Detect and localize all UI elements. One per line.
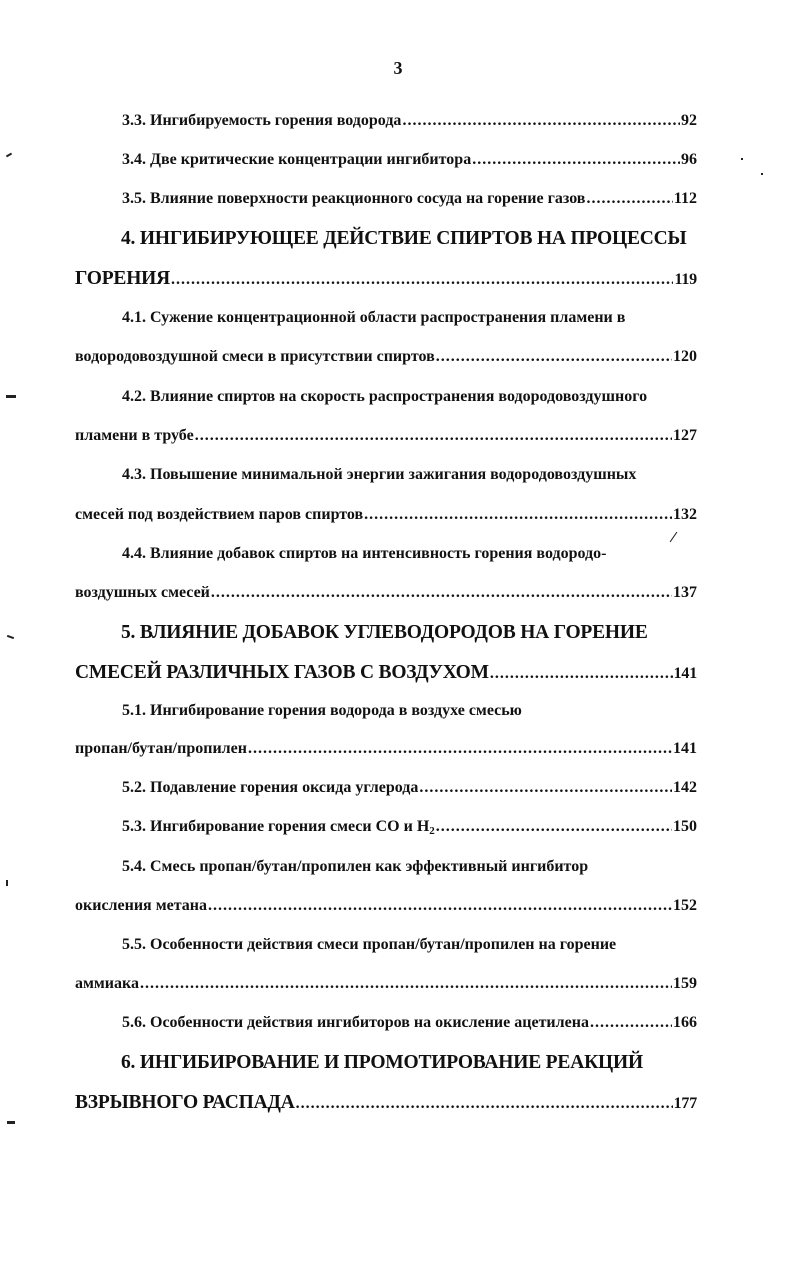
toc-entry-title: 4.1. Сужение концентрационной области распространения пламени в xyxy=(122,309,626,326)
toc-entry-3-4[interactable] xyxy=(122,151,697,175)
subscript-2: 2 xyxy=(429,825,435,837)
toc-chapter-6-line2[interactable] xyxy=(75,1092,697,1116)
toc-entry-title-main: 5.3. Ингибирование горения смеси CO и H xyxy=(122,818,430,835)
toc-entry-title: 5.5. Особенности действия смеси пропан/бутан/пропилен на горение xyxy=(122,936,617,953)
toc-entry-title: 4.4. Влияние добавок спиртов на интенсивность горения водородо- xyxy=(122,545,607,562)
leader-dots xyxy=(140,975,672,993)
toc-entry-title: 3.4. Две критические концентрации ингибитора xyxy=(122,151,472,168)
toc-entry-title: 5.6. Особенности действия ингибиторов на окисление ацетилена xyxy=(122,1014,589,1031)
toc-entry-3-3[interactable] xyxy=(122,112,697,136)
toc-entry-3-5[interactable] xyxy=(122,190,697,214)
toc-entry-4-2-line1[interactable] xyxy=(122,388,697,412)
toc-entry-5-1-line2[interactable] xyxy=(75,740,697,764)
toc-entry-page: 92 xyxy=(681,112,697,129)
leader-dots xyxy=(208,897,672,915)
toc-entry-page: 152 xyxy=(673,897,697,914)
toc-entry-title: 5.1. Ингибирование горения водорода в воздухе смесью xyxy=(122,702,522,719)
toc-chapter-title: 6. ИНГИБИРОВАНИЕ И ПРОМОТИРОВАНИЕ РЕАКЦИЙ xyxy=(121,1052,643,1073)
toc-entry-5-4-line1[interactable] xyxy=(122,858,697,882)
toc-entry-page: 120 xyxy=(673,348,697,365)
toc-entry-title: 3.5. Влияние поверхности реакционного сосуда на горение газов xyxy=(122,190,586,207)
scan-speck xyxy=(761,173,763,175)
scan-speck xyxy=(741,158,743,160)
toc-entry-title: смесей под воздействием паров спиртов xyxy=(75,506,364,523)
toc-entry-5-2[interactable] xyxy=(122,779,697,803)
leader-dots xyxy=(472,151,680,169)
toc-entry-page: 159 xyxy=(673,975,697,992)
toc-entry-4-4-line1[interactable] xyxy=(122,545,697,569)
toc-entry-page: 132 xyxy=(673,506,697,523)
toc-entry-5-1-line1[interactable] xyxy=(122,702,697,726)
toc-entry-page: 112 xyxy=(673,190,697,207)
leader-dots xyxy=(402,112,680,130)
toc-chapter-4-line2[interactable] xyxy=(75,268,697,292)
leader-dots xyxy=(490,665,673,683)
toc-chapter-title: ГОРЕНИЯ xyxy=(75,268,171,289)
leader-dots xyxy=(436,348,672,366)
toc-chapter-title: 4. ИНГИБИРУЮЩЕЕ ДЕЙСТВИЕ СПИРТОВ НА ПРОЦЕССЫ xyxy=(121,228,687,249)
scan-speck xyxy=(670,532,678,542)
toc-entry-title: 4.2. Влияние спиртов на скорость распространения водородовоздушного xyxy=(122,388,648,405)
toc-entry-title: окисления метана xyxy=(75,897,207,914)
toc-chapter-5-line2[interactable] xyxy=(75,662,697,686)
toc-chapter-5-line1[interactable] xyxy=(121,622,697,646)
leader-dots xyxy=(248,740,672,758)
toc-entry-4-1-line2[interactable] xyxy=(75,348,697,372)
toc-entry-4-4-line2[interactable] xyxy=(75,584,697,608)
toc-entry-title: пламени в трубе xyxy=(75,427,194,444)
leader-dots xyxy=(211,584,672,602)
toc-entry-5-5-line1[interactable] xyxy=(122,936,697,960)
toc-entry-5-4-line2[interactable] xyxy=(75,897,697,921)
toc-entry-page: 142 xyxy=(673,779,697,796)
leader-dots xyxy=(419,779,672,797)
scan-speck xyxy=(6,880,8,886)
toc-entry-page: 119 xyxy=(674,271,697,288)
toc-entry-page: 127 xyxy=(673,427,697,444)
toc-entry-5-3[interactable] xyxy=(122,818,697,842)
scan-speck xyxy=(6,153,12,158)
toc-entry-4-1-line1[interactable] xyxy=(122,309,697,333)
toc-entry-title: аммиака xyxy=(75,975,139,992)
toc-chapter-title: ВЗРЫВНОГО РАСПАДА xyxy=(75,1092,295,1113)
toc-entry-title: пропан/бутан/пропилен xyxy=(75,740,247,757)
toc-entry-5-5-line2[interactable] xyxy=(75,975,697,999)
leader-dots xyxy=(586,190,672,208)
toc-entry-5-6[interactable] xyxy=(122,1014,697,1038)
toc-entry-4-3-line2[interactable] xyxy=(75,506,697,530)
scan-speck xyxy=(7,635,14,639)
toc-entry-title: водородовоздушной смеси в присутствии спиртов xyxy=(75,348,435,365)
toc-chapter-6-line1[interactable] xyxy=(121,1052,697,1076)
leader-dots xyxy=(364,506,672,524)
toc-entry-4-3-line1[interactable] xyxy=(122,466,697,490)
toc-chapter-title: СМЕСЕЙ РАЗЛИЧНЫХ ГАЗОВ С ВОЗДУХОМ xyxy=(75,662,489,683)
scan-speck xyxy=(6,395,16,398)
leader-dots xyxy=(436,818,672,836)
toc-entry-page: 141 xyxy=(673,665,697,682)
toc-entry-title xyxy=(122,818,435,836)
leader-dots xyxy=(590,1014,672,1032)
toc-entry-4-2-line2[interactable] xyxy=(75,427,697,451)
scan-speck xyxy=(7,1121,15,1124)
leader-dots xyxy=(195,427,672,445)
toc-entry-page: 150 xyxy=(673,818,697,835)
toc-entry-title: 3.3. Ингибируемость горения водорода xyxy=(122,112,402,129)
toc-chapter-4-line1[interactable] xyxy=(121,228,697,252)
toc-entry-page: 96 xyxy=(681,151,697,168)
toc-entry-page: 137 xyxy=(673,584,697,601)
toc-chapter-title: 5. ВЛИЯНИЕ ДОБАВОК УГЛЕВОДОРОДОВ НА ГОРЕНИЕ xyxy=(121,622,648,643)
toc-entry-title: 5.4. Смесь пропан/бутан/пропилен как эффективный ингибитор xyxy=(122,858,589,875)
toc-entry-title: 4.3. Повышение минимальной энергии зажигания водородовоздушных xyxy=(122,466,637,483)
leader-dots xyxy=(171,271,673,289)
toc-entry-page: 177 xyxy=(673,1095,697,1112)
toc-entry-page: 141 xyxy=(673,740,697,757)
toc-entry-page: 166 xyxy=(673,1014,697,1031)
leader-dots xyxy=(296,1095,673,1113)
toc-entry-title: 5.2. Подавление горения оксида углерода xyxy=(122,779,419,796)
page-number: 3 xyxy=(393,58,403,78)
toc-entry-title: воздушных смесей xyxy=(75,584,210,601)
